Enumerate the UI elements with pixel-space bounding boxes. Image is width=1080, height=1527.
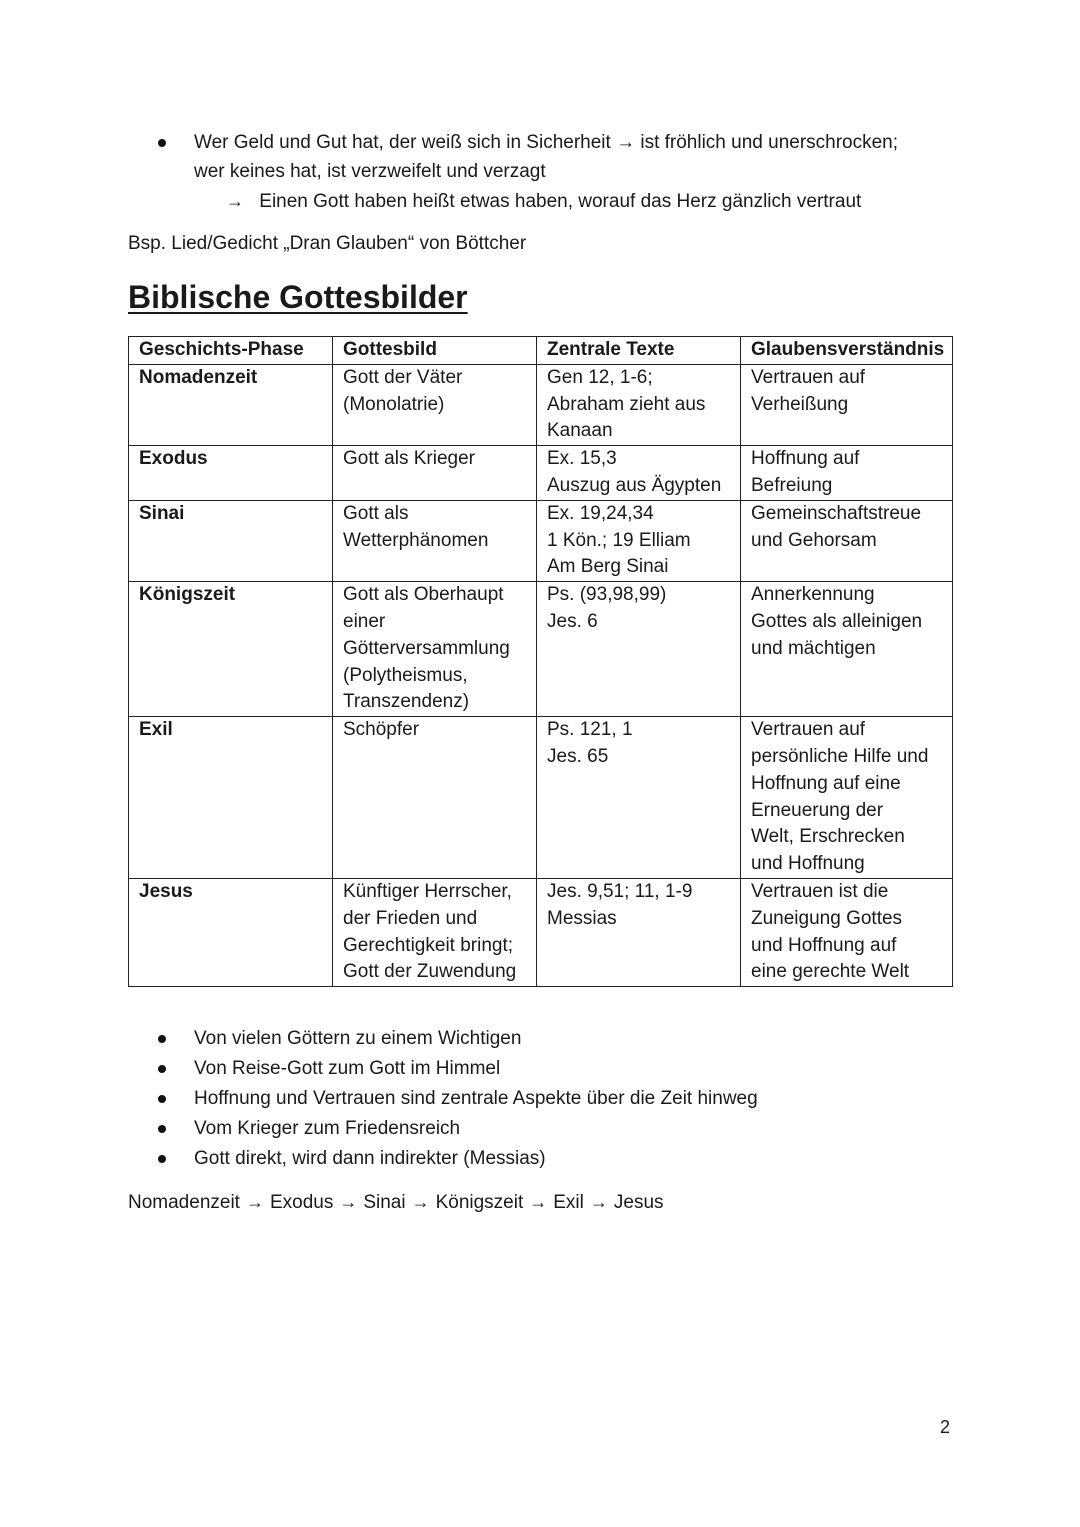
phase-cell <box>129 364 333 445</box>
cell-text-line: Schöpfer <box>343 719 420 741</box>
cell-text-line: Auszug aus Ägypten <box>547 474 722 496</box>
header-zentrale-texte: Zentrale Texte <box>537 337 741 365</box>
gottesbilder-table <box>128 336 953 987</box>
phase-label: Jesus <box>139 880 193 902</box>
cell-text-line: der Frieden und <box>343 907 478 929</box>
summary-bullet-item: Von Reise-Gott zum Gott im Himmel <box>194 1058 501 1079</box>
cell-text-line: Verheißung <box>751 393 849 415</box>
cell-text-line: Erneuerung der <box>751 799 884 821</box>
cell-text-line: Kanaan <box>547 420 613 442</box>
cell-text-line: Hoffnung auf <box>751 448 860 470</box>
cell-text-line: eine gerechte Welt <box>751 961 910 983</box>
gottesbild-cell <box>333 582 537 717</box>
timeline-step: Sinai <box>363 1192 406 1213</box>
arrow-right-icon: → <box>226 191 244 211</box>
gottesbild-cell <box>333 364 537 445</box>
zentrale-texte-cell <box>537 364 741 445</box>
cell-text-line: Gott als Krieger <box>343 448 475 470</box>
cell-text-line: Hoffnung auf eine <box>751 772 901 794</box>
zentrale-texte-cell <box>537 582 741 717</box>
summary-bullet-item: Von vielen Göttern zu einem Wichtigen <box>194 1028 522 1049</box>
cell-text-line: und Hoffnung <box>751 853 865 875</box>
table-row <box>129 878 953 986</box>
cell-text-line: Gottes als alleinigen <box>751 610 923 632</box>
cell-text-line: Jes. 6 <box>547 610 598 632</box>
cell-text-line: Gerechtigkeit bringt; <box>343 934 514 956</box>
cell-text-line: Befreiung <box>751 474 833 496</box>
glaubensverstaendnis-cell <box>741 364 953 445</box>
table-row <box>129 364 953 445</box>
bullet-dot <box>158 1125 166 1133</box>
phase-label: Exodus <box>139 448 208 470</box>
cell-text-line: Ps. 121, 1 <box>547 719 633 741</box>
arrow-right-icon: → <box>529 1192 548 1212</box>
table-row <box>129 500 953 581</box>
phase-cell <box>129 878 333 986</box>
cell-text-line: Zuneigung Gottes <box>751 907 903 929</box>
header-gottesbild: Gottesbild <box>333 337 537 365</box>
example-line: Bsp. Lied/Gedicht „Dran Glauben“ von Böttcher <box>128 233 527 254</box>
arrow-right-icon: → <box>339 1192 358 1212</box>
summary-bullet-item: Gott direkt, wird dann indirekter (Messias) <box>194 1148 546 1169</box>
cell-text-line: Jes. 65 <box>547 745 609 767</box>
phase-cell <box>129 500 333 581</box>
cell-text-line: Gen 12, 1-6; <box>547 366 653 388</box>
cell-text-line: Vertrauen auf <box>751 719 866 741</box>
cell-text-line: Messias <box>547 907 617 929</box>
table-header-row <box>129 337 953 365</box>
gottesbild-cell <box>333 878 537 986</box>
glaubensverstaendnis-cell <box>741 582 953 717</box>
zentrale-texte-cell <box>537 717 741 879</box>
glaubensverstaendnis-cell <box>741 717 953 879</box>
cell-text-line: Gott der Väter <box>343 366 463 388</box>
timeline <box>128 1188 664 1217</box>
cell-text-line: Welt, Erschrecken <box>751 826 905 848</box>
cell-text-line: Götterversammlung <box>343 637 510 659</box>
cell-text-line: Annerkennung <box>751 584 875 606</box>
section-title: Biblische Gottesbilder <box>128 279 468 315</box>
cell-text-line: Wetterphänomen <box>343 529 489 551</box>
gottesbild-cell <box>333 446 537 501</box>
timeline-step: Königszeit <box>435 1192 524 1213</box>
table-row <box>129 446 953 501</box>
bullet-dot <box>158 139 166 147</box>
cell-text-line: (Polytheismus, <box>343 664 468 686</box>
arrow-right-icon: → <box>245 1192 264 1212</box>
phase-label: Sinai <box>139 502 185 524</box>
cell-text-line: und mächtigen <box>751 637 876 659</box>
zentrale-texte-cell <box>537 500 741 581</box>
phase-label: Königszeit <box>139 584 236 606</box>
bullet-dot <box>158 1035 166 1043</box>
cell-text-line: Ex. 19,24,34 <box>547 502 654 524</box>
phase-cell <box>129 717 333 879</box>
page-number: 2 <box>940 1417 951 1437</box>
cell-text-line: 1 Kön.; 19 Elliam <box>547 529 691 551</box>
summary-bullet-item: Hoffnung und Vertrauen sind zentrale Aspekte über die Zeit hinweg <box>194 1088 758 1109</box>
bullet-dot <box>158 1065 166 1073</box>
cell-text-line: Am Berg Sinai <box>547 556 669 578</box>
timeline-step: Nomadenzeit <box>128 1192 240 1213</box>
header-geschichts-phase: Geschichts-Phase <box>129 337 333 365</box>
zentrale-texte-cell <box>537 446 741 501</box>
gottesbild-cell <box>333 717 537 879</box>
cell-text-line: einer <box>343 610 386 632</box>
summary-bullet-item: Vom Krieger zum Friedensreich <box>194 1118 461 1139</box>
timeline-step: Exodus <box>269 1192 334 1213</box>
cell-text-line: persönliche Hilfe und <box>751 745 929 767</box>
cell-text-line: Vertrauen auf <box>751 366 866 388</box>
phase-cell <box>129 446 333 501</box>
cell-text-line: Transzendenz) <box>343 691 470 713</box>
intro-bullet-line-1: Wer Geld und Gut hat, der weiß sich in Sicherheit → ist fröhlich und unerschrocken; <box>194 132 899 153</box>
arrow-right-icon: → <box>589 1192 608 1212</box>
cell-text-line: Gott als Oberhaupt <box>343 584 504 606</box>
header-glaubensverstaendnis: Glaubensverständnis <box>741 337 953 365</box>
cell-text-line: Jes. 9,51; 11, 1-9 <box>547 880 693 902</box>
gottesbild-cell <box>333 500 537 581</box>
timeline-step: Jesus <box>613 1192 664 1213</box>
bullet-dot <box>158 1155 166 1163</box>
phase-label: Nomadenzeit <box>139 366 258 388</box>
intro-bullet-line-2: wer keines hat, ist verzweifelt und verzagt <box>194 161 546 182</box>
cell-text-line: Gott der Zuwendung <box>343 961 517 983</box>
cell-text-line: Gemeinschaftstreue <box>751 502 922 524</box>
zentrale-texte-cell <box>537 878 741 986</box>
cell-text-line: (Monolatrie) <box>343 393 445 415</box>
cell-text-line: und Gehorsam <box>751 529 877 551</box>
table-body <box>129 364 953 986</box>
arrow-right-icon: → <box>411 1192 430 1212</box>
table-row <box>129 582 953 717</box>
cell-text-line: und Hoffnung auf <box>751 934 897 956</box>
glaubensverstaendnis-cell <box>741 500 953 581</box>
cell-text-line: Gott als <box>343 502 409 524</box>
glaubensverstaendnis-cell <box>741 878 953 986</box>
bullet-dot <box>158 1095 166 1103</box>
intro-sub-item <box>226 187 861 216</box>
glaubensverstaendnis-cell <box>741 446 953 501</box>
cell-text-line: Künftiger Herrscher, <box>343 880 512 902</box>
phase-cell <box>129 582 333 717</box>
cell-text-line: Vertrauen ist die <box>751 880 889 902</box>
cell-text-line: Ex. 15,3 <box>547 448 617 470</box>
cell-text-line: Abraham zieht aus <box>547 393 706 415</box>
table-row <box>129 717 953 879</box>
timeline-step: Exil <box>553 1192 584 1213</box>
phase-label: Exil <box>139 719 173 741</box>
intro-sub-text: Einen Gott haben heißt etwas haben, worauf das Herz gänzlich vertraut <box>259 191 862 212</box>
cell-text-line: Ps. (93,98,99) <box>547 584 667 606</box>
